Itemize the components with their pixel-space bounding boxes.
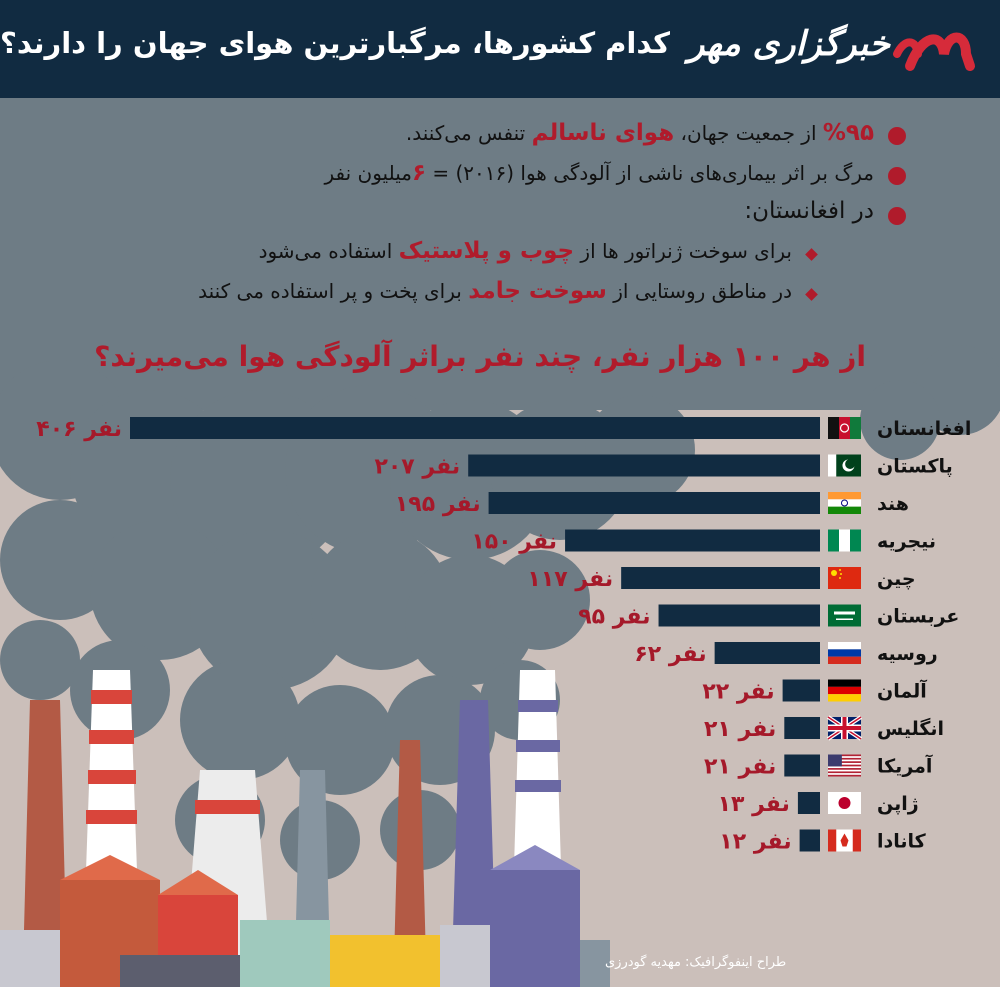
bar (489, 492, 820, 514)
china-flag (828, 567, 861, 589)
country-label: هند (877, 493, 909, 515)
value-label: ۱۱۷ نفر (527, 567, 614, 592)
country-label: انگلیس (877, 718, 945, 740)
japan-flag (828, 792, 861, 814)
bar (130, 417, 820, 439)
fact-line-1 (406, 120, 874, 146)
canada-flag (828, 830, 861, 852)
fact-text: برای سوخت ژنراتور ها از (574, 239, 792, 263)
bar (659, 605, 820, 627)
value-label: ۱۹۵ نفر (394, 492, 481, 517)
bar (784, 717, 820, 739)
bar (715, 642, 820, 664)
bar (468, 455, 820, 477)
value-label: ۹۵ نفر (578, 604, 651, 630)
country-label: کانادا (877, 830, 926, 853)
bullet-dot-icon (888, 167, 906, 185)
uk-flag (828, 717, 861, 739)
country-label: آمریکا (877, 755, 933, 778)
fact-subline-1 (259, 238, 792, 264)
bar (565, 530, 820, 552)
fact-text: از جمعیت جهان، (674, 121, 823, 145)
value-label: ۱۲ نفر (719, 829, 792, 855)
designer-credit: طراح اینفوگرافیک: مهدیه گودرزی (605, 955, 787, 970)
nigeria-flag (828, 530, 861, 552)
country-label: نیجریه (877, 530, 937, 553)
fact-text: استفاده می‌شود (258, 239, 399, 263)
bar (798, 792, 820, 814)
page-title: کدام کشورها، مرگبارترین هوای جهان را دارند؟ (0, 26, 670, 60)
value-label: ۱۵۰ نفر (471, 529, 558, 555)
fact-text: در مناطق روستایی از (606, 279, 792, 303)
value-label: ۲۰۷ نفر (374, 454, 461, 480)
fact-text: برای پخت و پر استفاده می کنند (198, 279, 469, 303)
country-label: پاکستان (877, 455, 953, 478)
value-label: ۲۲ نفر (702, 679, 775, 705)
fact-line-2 (324, 160, 874, 186)
country-label: افغانستان (877, 418, 972, 440)
germany-flag (828, 680, 861, 702)
fact-text: در افغانستان: (744, 198, 874, 224)
mehr-news-logo (682, 14, 982, 84)
fact-text: تنفس می‌کنند. (405, 121, 532, 145)
bullet-dot-icon (888, 127, 906, 145)
bullet-dot-icon (888, 207, 906, 225)
fact-highlight: چوب و پلاستیک (398, 238, 575, 264)
value-label: ۶۲ نفر (634, 642, 707, 667)
country-label: آلمان (877, 680, 927, 703)
country-label: چین (877, 568, 916, 590)
saudi-arabia-flag (828, 605, 861, 627)
bar (784, 755, 820, 777)
fact-subline-2 (198, 278, 792, 304)
fact-line-3 (744, 198, 874, 224)
country-label: عربستان (877, 605, 960, 628)
chart-question: از هر ۱۰۰ هزار نفر، چند نفر براثر آلودگی هوا می‌میرند؟ (94, 340, 866, 373)
russia-flag (828, 642, 861, 664)
header-bar (0, 0, 1000, 98)
country-label: ژاپن (877, 793, 919, 815)
fact-highlight: هوای ناسالم (531, 120, 675, 146)
value-label: ۴۰۶ نفر (36, 417, 122, 442)
value-label: ۱۳ نفر (717, 792, 790, 817)
bar-chart (0, 400, 1000, 870)
value-label: ۲۱ نفر (704, 717, 777, 742)
country-label: روسیه (877, 643, 938, 665)
fact-text: میلیون نفر (324, 161, 412, 185)
afghanistan-flag (828, 417, 861, 439)
logo-text: خبرگزاری مهر (688, 24, 890, 64)
bar (783, 680, 820, 702)
india-flag (828, 492, 861, 514)
fact-highlight: سوخت جامد (468, 278, 607, 304)
pakistan-flag (828, 455, 861, 477)
fact-highlight: ۶ (411, 160, 426, 186)
value-label: ۲۱ نفر (704, 754, 777, 780)
fact-highlight: %۹۵ (822, 120, 874, 146)
bar (800, 830, 820, 852)
fact-text: مرگ بر اثر بیماری‌های ناشی از آلودگی هوا (۲۰۱۶) = (425, 161, 874, 185)
usa-flag (828, 755, 861, 777)
bar (621, 567, 820, 589)
